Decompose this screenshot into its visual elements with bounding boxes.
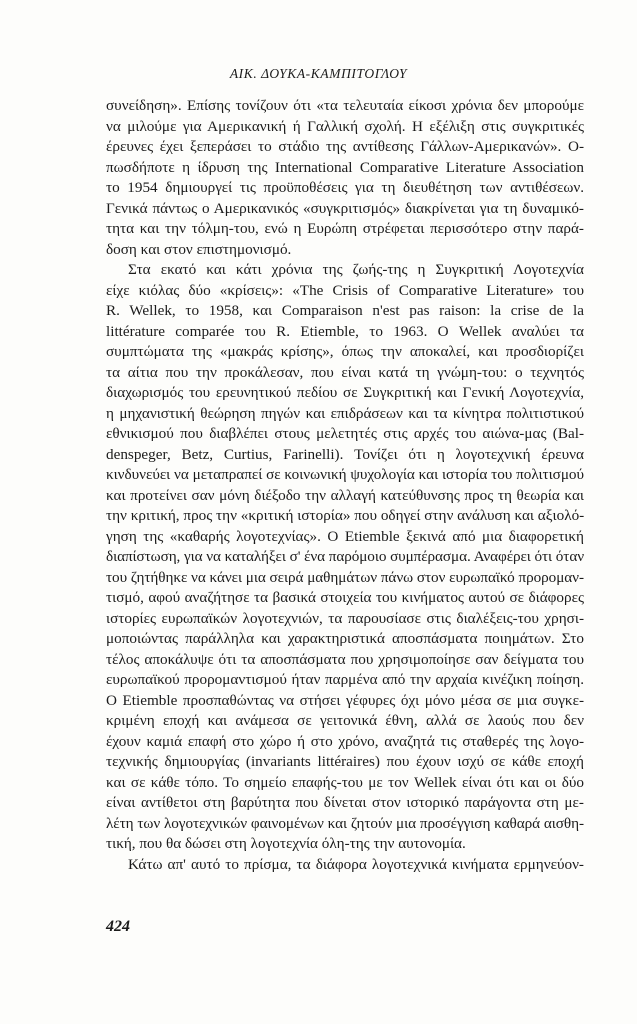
text-line: πωσδήποτε η ίδρυση της International Comparative Literature Association bbox=[106, 158, 584, 176]
text-line: R. Wellek, το 1958, και Comparaison n'est pas raison: la crise de la bbox=[106, 302, 584, 319]
text-line: τα αίτια που την προκάλεσαν, που είναι κατά τη γνώμη-του: ο τεχνητός bbox=[106, 363, 584, 381]
text-line: είχε κιόλας δύο «κρίσεις»: «The Crisis of Comparative Literature» του bbox=[106, 281, 584, 299]
text-line: λέτη των λογοτεχνικών φαινομένων και ζητούν μια προσέγγιση καθαρά αισθη- bbox=[106, 814, 584, 832]
text-line: Γενικά πάντως ο Αμερικανικός «συγκριτισμός» διακρίνεται για τη δυναμικό- bbox=[106, 199, 584, 217]
text-line: συνείδηση». Επίσης τονίζουν ότι «τα τελευταία είκοσι χρόνια δεν μπορούμε bbox=[106, 97, 584, 114]
text-line: και σε κάθε τόπο. Το σημείο επαφής-του με τον Wellek είναι ότι και οι δύο bbox=[106, 773, 584, 791]
text-line: να μιλούμε για Αμερικανική ή Γαλλική σχολή. Η εξέλιξη στις συγκριτικές bbox=[106, 117, 584, 135]
text-line: Στα εκατό και κάτι χρόνια της ζωής-της η Συγκριτική Λογοτεχνία bbox=[128, 261, 584, 278]
text-line: το 1954 δημιουργεί τις προϋποθέσεις για τη διευθέτηση των αντιθέσεων. bbox=[106, 179, 584, 196]
text-line: κριμένη εποχή και ανάμεσα σε γειτονικά έθνη, αλλά σε λαούς που δεν bbox=[106, 712, 584, 729]
text-line: του ζητήθηκε να κάνει μια σειρά μαθημάτων πάνω στον ευρωπαϊκό προρομαν- bbox=[106, 568, 584, 586]
text-line: είναι αντίθετοι στη βαρύτητα που δίνεται στον ιστορικό παράγοντα στη με- bbox=[106, 794, 584, 811]
body-text bbox=[106, 96, 584, 875]
running-head: ΑΙΚ. ΔΟΥΚΑ-ΚΑΜΠΙΤΟΓΛΟΥ bbox=[229, 66, 408, 81]
text-line: εθνικισμού που διαβλέπει στους μελετητές στις αρχές του αιώνα-μας (Bal- bbox=[106, 425, 584, 442]
text-line: τεχνικής δημιουργίας (invariants littéraires) που έχουν ισχύ σε κάθε εποχή bbox=[106, 753, 584, 770]
text-line: Ο Etiemble προσπαθώντας να στήσει γέφυρες όχι μόνο μέσα σε μια συγκε- bbox=[106, 691, 584, 709]
text-line: τέλος αποκάλυψε ότι τα αποσπάσματα που χρησιμοποίησε σαν δείγματα του bbox=[106, 650, 584, 668]
page-number: 424 bbox=[106, 918, 130, 935]
text-line: και προτείνει σαν μόνη διέξοδο την αλλαγή κατεύθυνσης προς τη θεωρία και bbox=[106, 486, 584, 504]
text-line: Κάτω απ' αυτό το πρίσμα, τα διάφορα λογοτεχνικά κινήματα ερμηνεύον- bbox=[128, 855, 584, 873]
text-line: τική, που θα δώσει στη λογοτεχνία όλη-της την αυτονομία. bbox=[106, 835, 466, 852]
text-line: έχουν καμιά επαφή στο χώρο ή στο χρόνο, αναζητά τις σταθερές της λογο- bbox=[106, 732, 584, 750]
text-line: γηση της «καθαρής λογοτεχνίας». Ο Etiemble ξεκινά από μια διαφορετική bbox=[106, 527, 584, 545]
text-line: τητα και την τόλμη-του, ενώ η Ευρώπη στρέφεται περισσότερο στην παρά- bbox=[106, 220, 584, 237]
text-line: διαχωρισμός του ερευνητικού πεδίου σε Συγκριτική και Γενική Λογοτεχνία, bbox=[106, 384, 584, 401]
text-line: δοση και στον επιστημονισμό. bbox=[106, 240, 292, 258]
text-line: littérature comparée του R. Etiemble, το 1963. Ο Wellek αναλύει τα bbox=[106, 322, 584, 340]
text-line: η μηχανιστική θεώρηση πηγών και επιδράσεων και τα κίνητρα πολιτιστικού bbox=[106, 404, 584, 422]
text-line: διαπίστωση, για να καταλήξει σ' ένα παρόμοιο συμπέρασμα. Αναφέρει ότι όταν bbox=[106, 548, 584, 565]
text-line: τισμό, αφού αναζήτησε τα βασικά στοιχεία του κινήματος αυτού σε διάφορες bbox=[106, 589, 584, 606]
text-line: συμπτώματα της «μακράς κρίσης», όπως την αποκαλεί, και προσδιορίζει bbox=[106, 343, 584, 360]
text-line: ιστορίες ευρωπαϊκών λογοτεχνιών, τα παρουσίασε στις διαλέξεις-του χρησι- bbox=[106, 609, 584, 627]
text-line: ευρωπαϊκού προρομαντισμού ήταν παρμένα από την αρχαία κινέζικη ποίηση. bbox=[106, 671, 584, 688]
text-line: μοποιώντας παράλληλα και χαρακτηριστικά αποσπάσματα ποιημάτων. Στο bbox=[106, 630, 584, 647]
text-line: κινδυνεύει να μεταπραπεί σε κοινωνική ψυχολογία και ιστορία του πολιτισμού bbox=[106, 466, 584, 483]
text-line: την κριτική, προς την «κριτική ιστορία» που οδηγεί στην ανάλυση και αξιολό- bbox=[106, 507, 585, 524]
text-line: denspeger, Betz, Curtius, Farinelli). Τονίζει ότι η λογοτεχνική έρευνα bbox=[106, 445, 584, 463]
text-line: έρευνες έχει ξεπεράσει το στάδιο της αντίθεσης Γάλλων-Αμερικανών». Ο- bbox=[106, 138, 584, 155]
